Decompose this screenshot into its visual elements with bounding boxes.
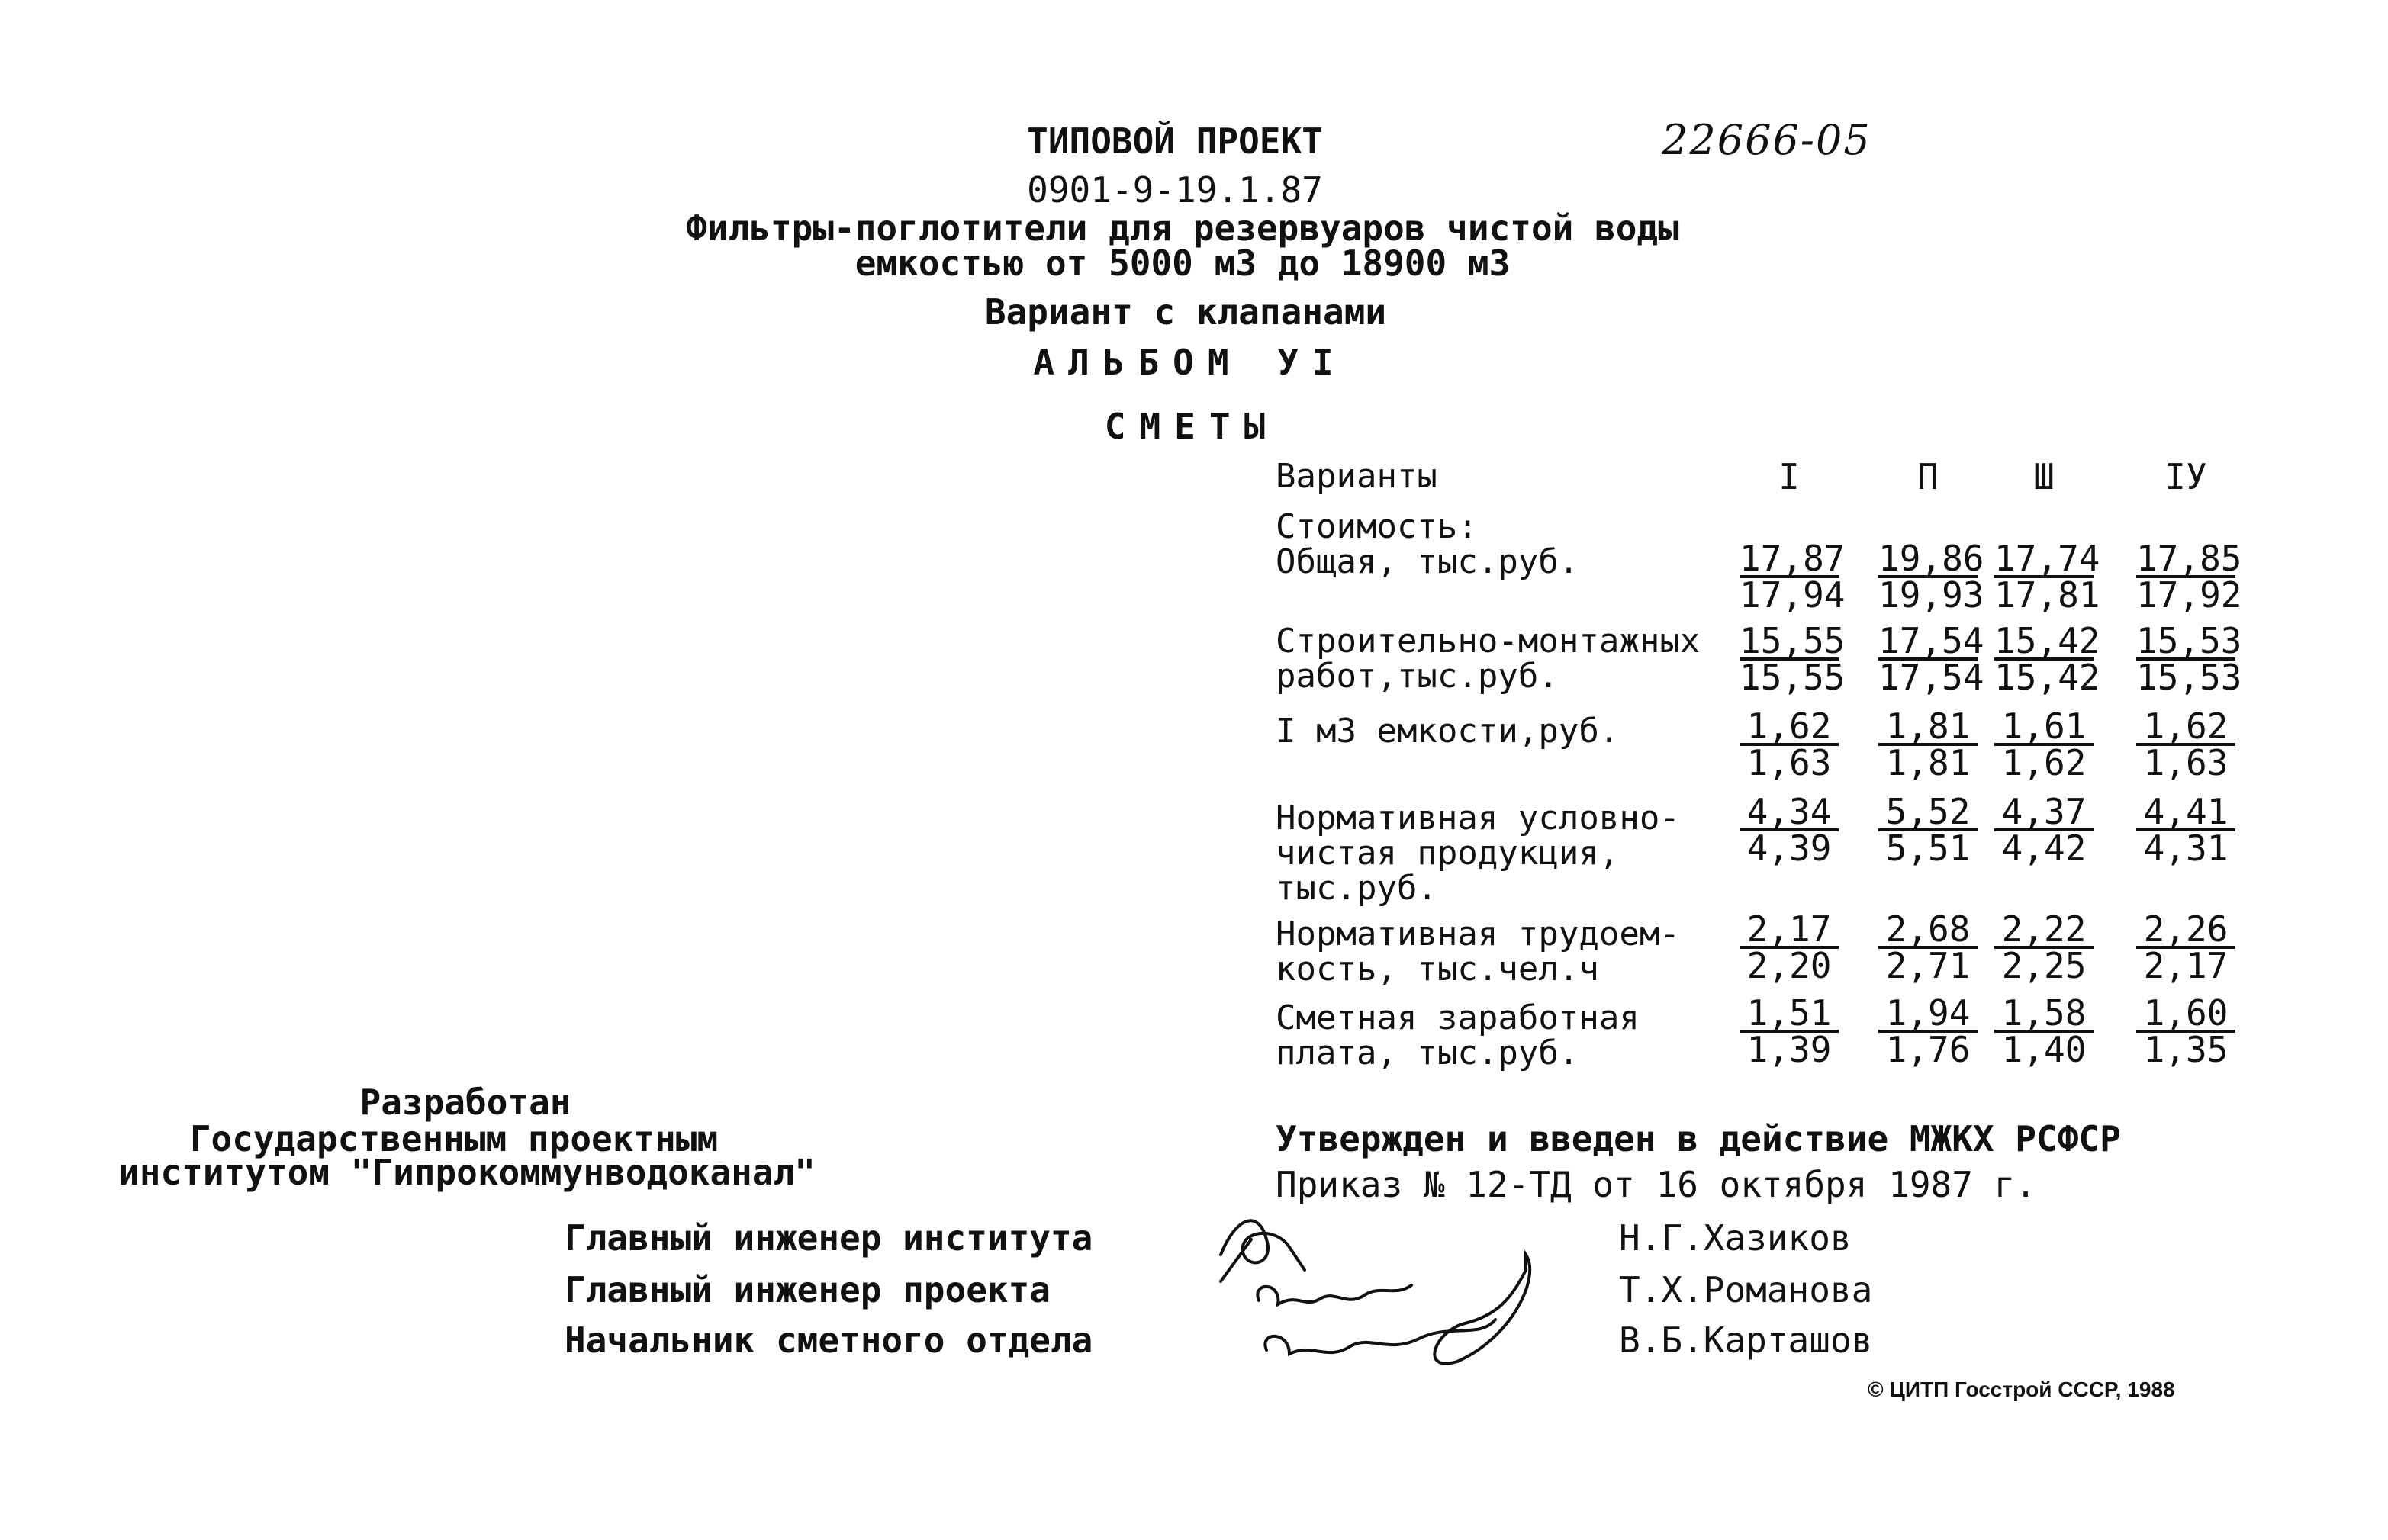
value-cell: [1994, 538, 2100, 616]
value-bottom: 4,31: [2143, 828, 2229, 869]
value-cell: [1740, 992, 1839, 1070]
developer-line-2: Государственным проектным: [189, 1118, 719, 1159]
value-top: 4,37: [1994, 796, 2094, 831]
row-label-line: кость, тыс.чел.ч: [1276, 950, 1599, 989]
row-label-line: Общая, тыс.руб.: [1276, 542, 1579, 581]
value-top: 1,81: [1878, 711, 1978, 746]
row-label: [1276, 801, 1680, 906]
value-top: 1,61: [1994, 711, 2094, 746]
row-label: [1276, 624, 1700, 694]
value-cell: [1994, 620, 2100, 698]
row-label: [1276, 998, 1640, 1072]
value-cell: [1878, 706, 1978, 783]
table-header-label: Варианты: [1276, 457, 1437, 496]
value-bottom: 17,92: [2136, 574, 2242, 616]
signature-stroke-loop: [1434, 1255, 1530, 1364]
value-bottom: 5,51: [1885, 828, 1971, 869]
value-bottom: 15,53: [2136, 657, 2242, 698]
value-bottom: 2,25: [2001, 945, 2087, 986]
row-label: [1276, 714, 1619, 749]
value-top: 2,26: [2136, 914, 2235, 949]
value-cell: [1740, 538, 1846, 616]
value-bottom: 1,40: [2001, 1029, 2087, 1070]
row-label-line: плата, тыс.руб.: [1276, 1034, 1579, 1072]
approval-line-1: Утвержден и введен в действие МЖКХ РСФСР: [1276, 1118, 2121, 1159]
value-cell: [1740, 620, 1846, 698]
signature-stroke-2: [1257, 1285, 1411, 1304]
value-cell: [2136, 908, 2235, 986]
value-bottom: 2,20: [1746, 945, 1832, 986]
value-cell: [2136, 538, 2242, 616]
row-label-line: Нормативная трудоем-: [1276, 915, 1680, 953]
row-label-line: Сметная заработная: [1276, 998, 1640, 1037]
value-top: 1,62: [1740, 711, 1839, 746]
value-cell: [1740, 908, 1839, 986]
column-header-2: П: [1917, 456, 1939, 497]
value-cell: [1994, 706, 2094, 783]
row-label: [1276, 542, 1579, 581]
value-top: 17,54: [1878, 620, 1984, 661]
variant-label: Вариант с клапанами: [984, 291, 1387, 333]
project-code: 0901-9-19.1.87: [1027, 169, 1323, 211]
value-top: 1,94: [1878, 998, 1978, 1033]
album-label: АЛЬБОМ УI: [1033, 342, 1347, 383]
row-label-line: I м3 емкости,руб.: [1276, 712, 1620, 751]
value-bottom: 1,39: [1746, 1029, 1832, 1070]
developer-line-3: институтом "Гипрокоммунводоканал": [118, 1152, 816, 1193]
title-line-1: Фильтры-поглотители для резервуаров чистой воды: [686, 207, 1679, 249]
value-cell: [1994, 791, 2094, 869]
cost-heading: Стоимость:: [1276, 507, 1478, 546]
value-top: 1,58: [1994, 998, 2094, 1033]
row-label-line: чистая продукция,: [1276, 834, 1620, 873]
value-cell: [1994, 908, 2094, 986]
signatory-name-3: В.Б.Карташов: [1619, 1320, 1873, 1361]
row-label-line: Строительно-монтажных: [1276, 622, 1701, 661]
value-cell: [1878, 992, 1978, 1070]
value-bottom: 1,81: [1885, 742, 1971, 783]
value-bottom: 17,94: [1740, 574, 1846, 616]
value-bottom: 1,35: [2143, 1029, 2229, 1070]
value-cell: [1994, 992, 2094, 1070]
value-bottom: 17,54: [1878, 657, 1984, 698]
value-bottom: 1,62: [2001, 742, 2087, 783]
value-bottom: 17,81: [1994, 574, 2100, 616]
value-bottom: 2,17: [2143, 945, 2229, 986]
column-header-1: I: [1778, 456, 1800, 497]
approval-line-2: Приказ № 12-ТД от 16 октября 1987 г.: [1276, 1164, 2036, 1205]
section-label: СМЕТЫ: [1104, 406, 1279, 447]
value-cell: [2136, 992, 2235, 1070]
value-bottom: 2,71: [1885, 945, 1971, 986]
developer-line-1: Разработан: [359, 1082, 571, 1123]
value-top: 5,52: [1878, 796, 1978, 831]
value-top: 15,53: [2136, 620, 2242, 661]
row-label-line: работ,тыс.руб.: [1276, 657, 1559, 696]
value-bottom: 4,42: [2001, 828, 2087, 869]
signatory-name-1: Н.Г.Хазиков: [1619, 1217, 1852, 1259]
value-top: 4,41: [2136, 796, 2235, 831]
value-top: 17,85: [2136, 538, 2242, 579]
value-top: 2,68: [1878, 914, 1978, 949]
signatory-role-1: Главный инженер института: [565, 1217, 1093, 1259]
value-cell: [2136, 620, 2242, 698]
value-bottom: 1,63: [1746, 742, 1832, 783]
value-top: 17,87: [1740, 538, 1846, 579]
value-bottom: 1,63: [2143, 742, 2229, 783]
signatory-role-2: Главный инженер проекта: [565, 1269, 1051, 1310]
value-bottom: 15,42: [1994, 657, 2100, 698]
value-cell: [1740, 791, 1839, 869]
value-top: 4,34: [1740, 796, 1839, 831]
value-bottom: 19,93: [1878, 574, 1984, 616]
column-header-3: Ш: [2033, 456, 2055, 497]
value-cell: [1878, 908, 1978, 986]
title-line-2: емкостью от 5000 м3 до 18900 м3: [854, 243, 1511, 284]
value-cell: [2136, 791, 2235, 869]
value-bottom: 4,39: [1746, 828, 1832, 869]
value-top: 2,17: [1740, 914, 1839, 949]
handwritten-signatures: [1205, 1209, 1564, 1384]
doc-number: 22666-05: [1662, 116, 1871, 164]
row-label-line: Нормативная условно-: [1276, 799, 1680, 838]
row-label: [1276, 917, 1680, 987]
value-cell: [1878, 538, 1984, 616]
copyright: © ЦИТП Госстрой СССР, 1988: [1868, 1378, 2175, 1401]
signatory-name-2: Т.Х.Романова: [1619, 1269, 1873, 1310]
column-header-4: IУ: [2164, 456, 2207, 497]
value-cell: [1740, 706, 1839, 783]
value-bottom: 1,76: [1885, 1029, 1971, 1070]
value-top: 17,74: [1994, 538, 2100, 579]
value-top: 1,62: [2136, 711, 2235, 746]
value-bottom: 15,55: [1740, 657, 1846, 698]
value-top: 2,22: [1994, 914, 2094, 949]
row-label-line: тыс.руб.: [1276, 869, 1437, 908]
signatory-role-3: Начальник сметного отдела: [565, 1320, 1093, 1361]
value-cell: [1878, 791, 1978, 869]
value-cell: [2136, 706, 2235, 783]
value-top: 19,86: [1878, 538, 1984, 579]
value-cell: [1878, 620, 1984, 698]
doc-type: ТИПОВОЙ ПРОЕКТ: [1027, 121, 1323, 162]
value-top: 1,51: [1740, 998, 1839, 1033]
value-top: 1,60: [2136, 998, 2235, 1033]
value-top: 15,55: [1740, 620, 1846, 661]
value-top: 15,42: [1994, 620, 2100, 661]
